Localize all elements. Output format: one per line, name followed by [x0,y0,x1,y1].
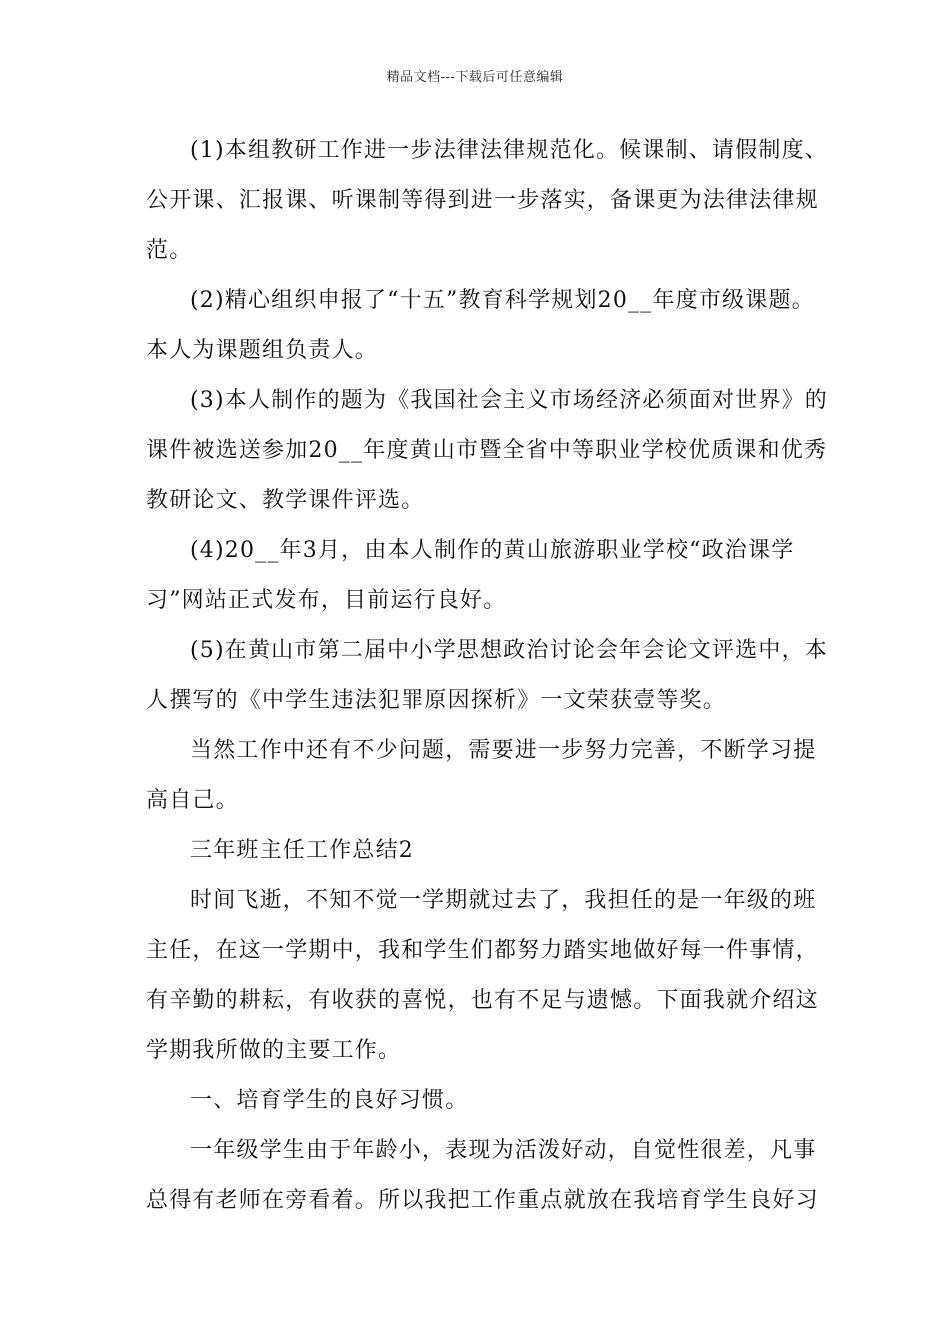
paragraph-line: 高自己。 [146,788,239,813]
paragraph-line: (5)在黄山市第二届中小学思想政治讨论会年会论文评选中，本 [190,638,828,663]
paragraph-line: 学期我所做的主要工作。 [146,1038,402,1063]
paragraph-line: (3)本人制作的题为《我国社会主义市场经济必须面对世界》的 [190,388,828,413]
paragraph-line: 当然工作中还有不少问题，需要进一步努力完善，不断学习提 [190,738,817,763]
paragraph-line: 总得有老师在旁看着。所以我把工作重点就放在我培育学生良好习 [146,1188,819,1213]
section-title: 三年班主任工作总结2 [190,838,414,863]
paragraph-line: 时间飞逝，不知不觉一学期就过去了，我担任的是一年级的班 [190,888,817,913]
page-header: 精品文档---下载后可任意编辑 [386,70,564,85]
paragraph-line: 范。 [146,238,193,263]
paragraph-line: (4)20__年3月，由本人制作的黄山旅游职业学校“政治课学 [190,538,795,563]
document-body [146,133,828,1233]
paragraph-line: 课件被选送参加20__年度黄山市暨全省中等职业学校优质课和优秀 [146,438,828,463]
paragraph-line: 一年级学生由于年龄小，表现为活泼好动，自觉性很差，凡事 [190,1138,817,1163]
section-heading: 一、培育学生的良好习惯。 [190,1088,469,1113]
paragraph-line: 习”网站正式发布，目前运行良好。 [146,588,507,613]
paragraph-line: 有辛勤的耕耘，有收获的喜悦，也有不足与遗憾。下面我就介绍这 [146,988,819,1013]
paragraph-line: (2)精心组织申报了“十五”教育科学规划20__年度市级课题。 [190,288,815,313]
paragraph-line: 主任，在这一学期中，我和学生们都努力踏实地做好每一件事情， [146,938,819,963]
paragraph-line: (1)本组教研工作进一步法律法律规范化。候课制、请假制度、 [190,138,828,163]
paragraph-line: 人撰写的《中学生违法犯罪原因探析》一文荣获壹等奖。 [146,688,727,713]
paragraph-line: 公开课、汇报课、听课制等得到进一步落实，备课更为法律法律规 [146,188,819,213]
paragraph-line: 本人为课题组负责人。 [146,338,379,363]
paragraph-line: 教研论文、教学课件评选。 [146,488,425,513]
